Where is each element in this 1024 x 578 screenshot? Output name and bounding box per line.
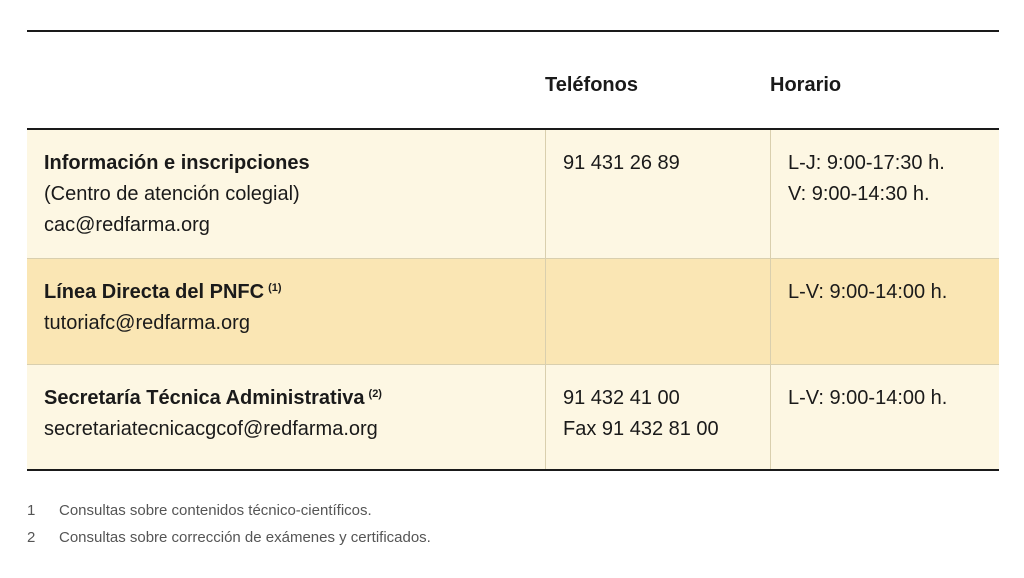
table-row xyxy=(27,130,999,258)
phone-number: 91 432 41 00 xyxy=(563,387,680,409)
table-row xyxy=(27,365,999,469)
table-bottom-rule xyxy=(27,469,999,471)
contact-cell xyxy=(27,130,545,258)
contact-cell xyxy=(27,259,545,364)
contact-subtitle: (Centro de atención colegial) xyxy=(44,183,300,205)
footnote-ref: (1) xyxy=(268,282,282,294)
footnote-text: Consultas sobre corrección de exámenes y certificados. xyxy=(59,529,431,546)
column-header-phones: Teléfonos xyxy=(545,74,638,96)
footnote-number: 2 xyxy=(27,529,36,546)
fax-number: Fax 91 432 81 00 xyxy=(563,418,719,440)
table-top-rule xyxy=(27,30,999,32)
phones-cell xyxy=(545,365,770,469)
table-header xyxy=(27,70,999,102)
footnotes xyxy=(27,497,431,551)
phones-cell xyxy=(545,130,770,258)
hours-cell xyxy=(770,130,999,258)
footnote xyxy=(27,497,431,524)
hours-cell xyxy=(770,365,999,469)
phone-number: 91 431 26 89 xyxy=(563,152,680,174)
hours-entry: L-V: 9:00-14:00 h. xyxy=(788,387,948,409)
hours-entry: V: 9:00-14:30 h. xyxy=(788,183,930,205)
table-row xyxy=(27,259,999,364)
footnote-ref: (2) xyxy=(368,388,382,400)
contact-title-line xyxy=(44,383,545,414)
hours-entry: L-V: 9:00-14:00 h. xyxy=(788,281,948,303)
contact-email[interactable]: secretariatecnicacgcof@redfarma.org xyxy=(44,418,378,440)
contact-email[interactable]: tutoriafc@redfarma.org xyxy=(44,312,250,334)
footnote-text: Consultas sobre contenidos técnico-científicos. xyxy=(59,502,372,519)
contact-title: Información e inscripciones xyxy=(44,152,310,174)
phones-cell xyxy=(545,259,770,364)
contact-title: Línea Directa del PNFC xyxy=(44,281,265,303)
hours-cell xyxy=(770,259,999,364)
contact-email[interactable]: cac@redfarma.org xyxy=(44,214,210,236)
contact-title-line xyxy=(44,277,545,308)
contact-cell xyxy=(27,365,545,469)
column-header-hours: Horario xyxy=(770,74,842,96)
hours-entry: L-J: 9:00-17:30 h. xyxy=(788,152,945,174)
footnote xyxy=(27,524,431,551)
footnote-number: 1 xyxy=(27,502,36,519)
contact-title: Secretaría Técnica Administrativa xyxy=(44,387,365,409)
